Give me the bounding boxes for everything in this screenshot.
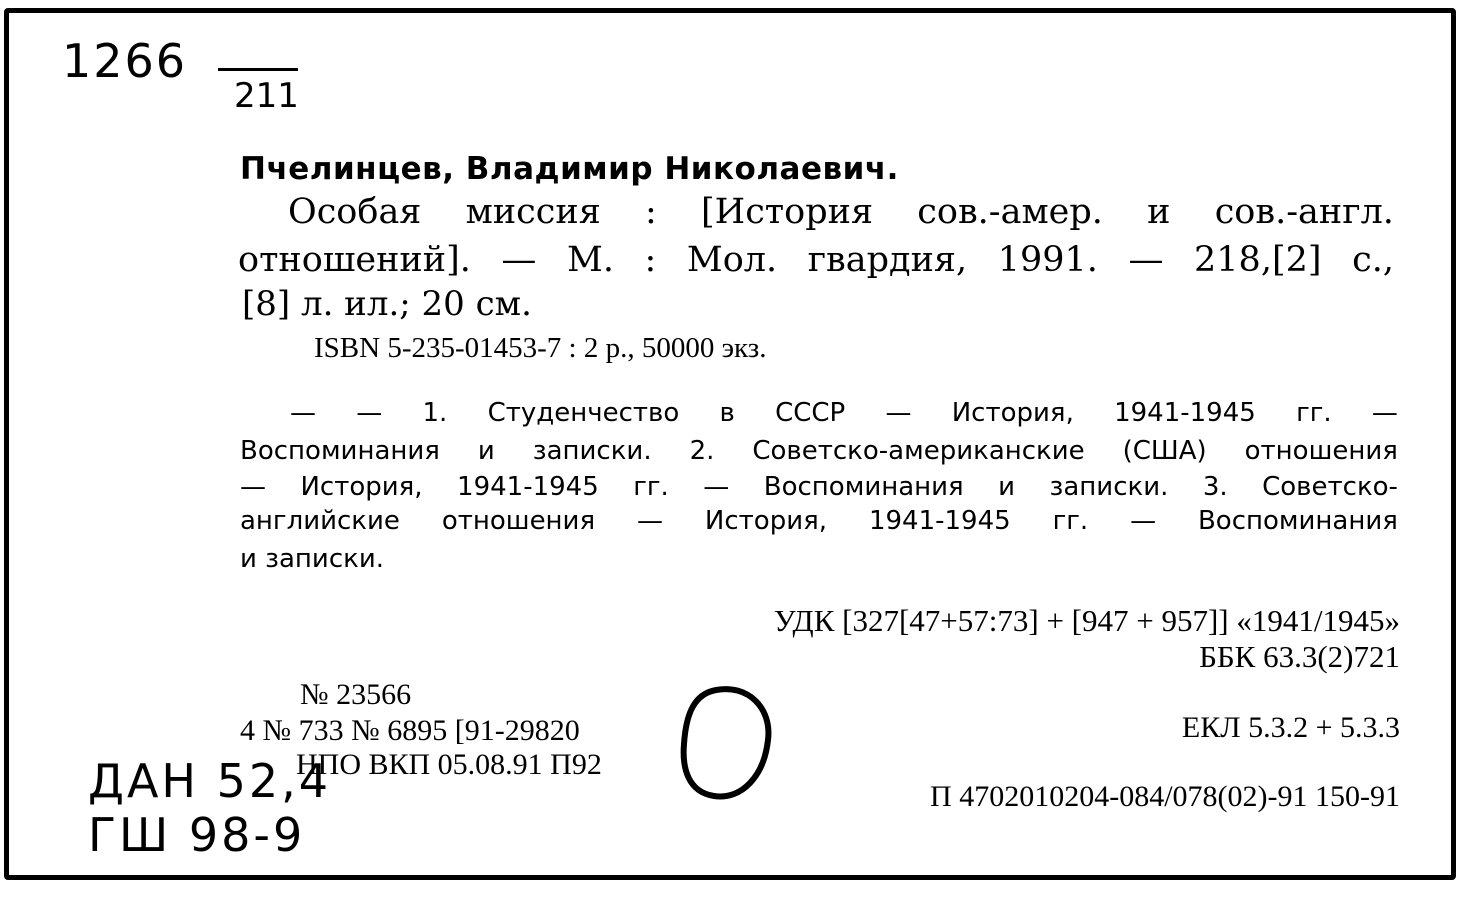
- subject-word: 1941-1945: [457, 472, 599, 502]
- subject-word: История,: [300, 472, 423, 502]
- subject-word: 2.: [689, 436, 715, 466]
- title-word: сов.-амер.: [917, 192, 1103, 232]
- subject-line-4: [240, 506, 1398, 536]
- author-heading: Пчелинцев, Владимир Николаевич.: [240, 151, 899, 187]
- subject-word: записки.: [1049, 472, 1169, 502]
- title-word: Мол.: [686, 240, 778, 280]
- subject-word: Воспоминания: [1197, 506, 1398, 536]
- subject-line-5: и записки.: [240, 544, 384, 574]
- print-order-line: 4 № 733 № 6895 [91-29820: [240, 714, 580, 747]
- bbk-code: ББК 63.3(2)721: [1199, 639, 1400, 674]
- subject-word: Советско-американские: [752, 436, 1085, 466]
- subject-line-2: [240, 436, 1398, 466]
- subject-word: —: [240, 472, 266, 502]
- subject-word: СССР: [775, 398, 846, 428]
- title-word: М.: [566, 240, 614, 280]
- title-word: 1991.: [997, 240, 1098, 280]
- subject-line-3: [240, 472, 1398, 502]
- subject-word: Воспоминания: [763, 472, 964, 502]
- subject-word: отношения: [441, 506, 596, 536]
- title-word: отношений].: [238, 240, 471, 280]
- title-word: —: [1128, 240, 1164, 280]
- subject-word: гг.: [1296, 398, 1332, 428]
- subject-word: и: [998, 472, 1016, 502]
- handwritten-rule: [218, 68, 298, 71]
- udk-code: УДК [327[47+57:73] + [947 + 957]] «1941/1945»: [773, 603, 1400, 638]
- title-line-1: [288, 192, 1394, 232]
- subject-word: История,: [704, 506, 828, 536]
- subject-word: —: [290, 398, 316, 428]
- subject-word: —: [703, 472, 730, 502]
- title-word: миссия: [465, 192, 601, 232]
- subject-word: 1941-1945: [868, 506, 1011, 536]
- title-word: :: [645, 192, 657, 232]
- title-word: с.,: [1352, 240, 1394, 280]
- subject-word: гг.: [1052, 506, 1089, 536]
- title-word: гвардия,: [807, 240, 968, 280]
- subject-word: и: [477, 436, 495, 466]
- subject-line-1: [290, 398, 1398, 428]
- handwritten-shelf-mark-1: ДАН 52,4: [88, 754, 332, 808]
- stamp-oval: [676, 684, 776, 804]
- title-word: и: [1147, 192, 1171, 232]
- subject-word: Советско-: [1262, 472, 1398, 502]
- title-word: :: [644, 240, 657, 280]
- subject-word: 3.: [1202, 472, 1228, 502]
- print-npo-line: НПО ВКП 05.08.91 П92: [296, 748, 602, 781]
- print-number: № 23566: [300, 678, 412, 711]
- handwritten-sub-number: 211: [234, 76, 299, 116]
- subject-word: (США): [1122, 436, 1207, 466]
- subject-word: История,: [951, 398, 1074, 428]
- isbn-line: ISBN 5-235-01453-7 : 2 р., 50000 экз.: [314, 332, 767, 364]
- subject-word: —: [1130, 506, 1157, 536]
- ekl-code: ЕКЛ 5.3.2 + 5.3.3: [1181, 711, 1400, 744]
- title-word: [История: [701, 192, 874, 232]
- physical-description: [8] л. ил.; 20 см.: [242, 284, 532, 324]
- handwritten-number: 1266: [62, 34, 188, 88]
- subject-word: Воспоминания: [240, 436, 440, 466]
- title-word: 218,[2]: [1194, 240, 1322, 280]
- subject-word: 1941-1945: [1114, 398, 1256, 428]
- subject-word: записки.: [532, 436, 652, 466]
- subject-word: —: [1371, 398, 1398, 428]
- subject-word: Студенчество: [487, 398, 680, 428]
- subject-word: 1.: [422, 398, 448, 428]
- title-word: —: [501, 240, 537, 280]
- title-word: Особая: [288, 192, 422, 232]
- handwritten-shelf-mark-2: ГШ 98-9: [88, 808, 306, 862]
- p-code: П 4702010204-084/078(02)-91 150-91: [930, 780, 1400, 813]
- subject-word: —: [637, 506, 664, 536]
- subject-word: гг.: [633, 472, 669, 502]
- title-word: сов.-англ.: [1214, 192, 1394, 232]
- subject-word: английские: [240, 506, 400, 536]
- subject-word: —: [885, 398, 912, 428]
- subject-word: в: [719, 398, 735, 428]
- subject-word: —: [356, 398, 383, 428]
- title-line-2: [238, 240, 1394, 280]
- subject-word: отношения: [1244, 436, 1398, 466]
